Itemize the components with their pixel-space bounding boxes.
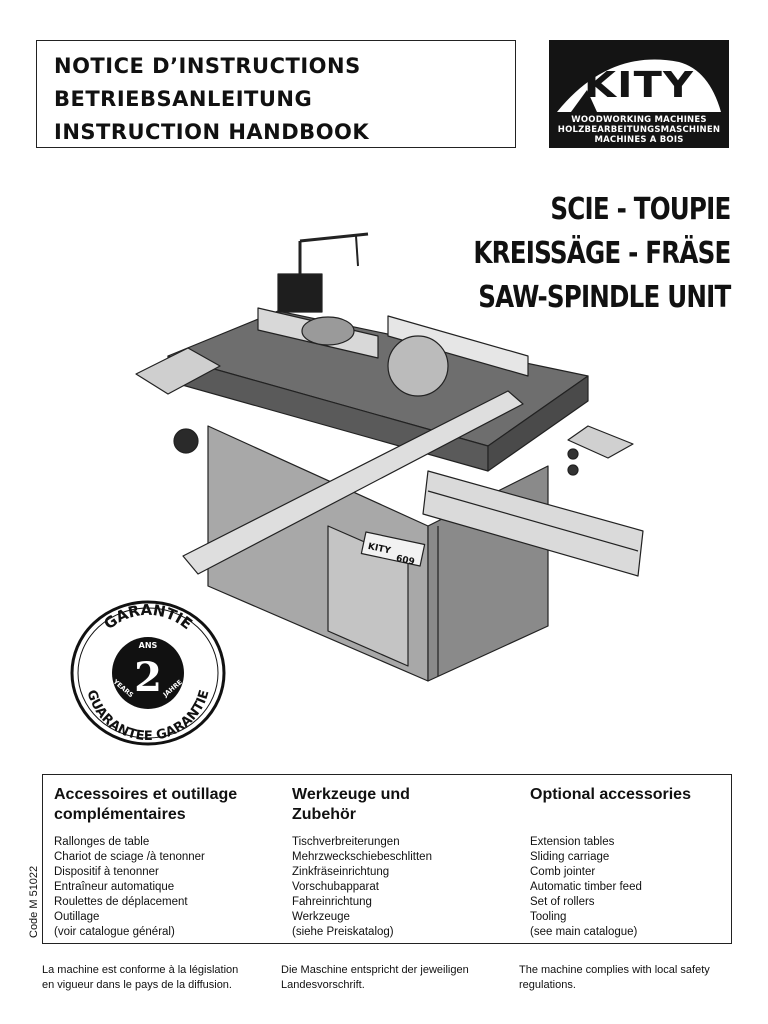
accessories-column-en [530, 785, 755, 940]
footer-note-de-line2: Landesvorschrift. [281, 979, 365, 991]
accessories-heading-en-line1: Optional accessories [530, 786, 691, 803]
accessories-heading-en-line2 [530, 805, 755, 825]
footer-note-fr-line1: La machine est conforme à la législation [42, 964, 239, 976]
title-box [36, 40, 516, 148]
list-item: Werkzeuge [292, 911, 350, 923]
logo-tagline-3: MACHINES A BOIS [594, 135, 684, 145]
accessories-heading-de-line2: Zubehör [292, 806, 356, 823]
footer-note-de-line1: Die Maschine entspricht der jeweiligen [281, 964, 469, 976]
list-item: Outillage [54, 911, 100, 923]
product-name-en: SAW-SPINDLE UNIT [477, 280, 730, 315]
seal-number: 2 [134, 654, 162, 701]
accessories-column-fr [54, 785, 279, 940]
list-item: Tooling [530, 911, 567, 923]
footer-note-en-line2: regulations. [519, 979, 576, 991]
accessories-heading-fr-line1: Accessoires et outillage [54, 786, 238, 803]
accessories-heading-de [292, 785, 517, 825]
seal-top-text: GARANTIE [100, 600, 196, 634]
list-item: Sliding carriage [530, 851, 610, 863]
logo-tagline-1: WOODWORKING MACHINES [571, 115, 707, 125]
list-item: (see main catalogue) [530, 926, 638, 938]
footer-note-de [281, 963, 511, 993]
plate-brand: KITY [366, 541, 392, 557]
title-line-de: BETRIEBSANLEITUNG [54, 87, 313, 111]
title-line-fr: NOTICE D’INSTRUCTIONS [54, 54, 361, 78]
accessories-box [42, 774, 732, 944]
accessories-column-de [292, 785, 517, 940]
list-item: Fahreinrichtung [292, 896, 372, 908]
accessories-heading-fr-line2: complémentaires [54, 806, 186, 823]
list-item: Dispositif à tenonner [54, 866, 159, 878]
footer-note-en [519, 963, 749, 993]
list-item: Set of rollers [530, 896, 595, 908]
list-item: (voir catalogue général) [54, 926, 175, 938]
seal-ans: ANS [138, 641, 158, 650]
list-item: Rallonges de table [54, 836, 150, 848]
accessories-heading-de-line1: Werkzeuge und [292, 786, 410, 803]
list-item: Extension tables [530, 836, 615, 848]
seal-years: YEARS [111, 677, 136, 700]
product-name-fr: SCIE - TOUPIE [549, 192, 730, 227]
list-item: Automatic timber feed [530, 881, 642, 893]
logo-brand: KITY [583, 65, 695, 106]
list-item: Mehrzweckschiebeschlitten [292, 851, 432, 863]
list-item: Chariot de sciage /à tenonner [54, 851, 205, 863]
list-item: Roulettes de déplacement [54, 896, 188, 908]
accessories-heading-en [530, 785, 755, 825]
seal-bottom-text: GUARANTEE GARANTIE [83, 688, 213, 745]
product-name-de: KREISSÄGE - FRÄSE [472, 236, 730, 271]
logo-tagline-2: HOLZBEARBEITUNGSMASCHINEN [557, 125, 721, 135]
seal-jahre: JAHRE [161, 678, 184, 699]
list-item: (siehe Preiskatalog) [292, 926, 394, 938]
document-code: Code M 51022 [28, 865, 40, 938]
plate-model: 609 [394, 553, 416, 568]
footer-note-fr [42, 963, 272, 993]
kity-logo [549, 40, 729, 148]
list-item: Vorschubapparat [292, 881, 379, 893]
list-item: Entraîneur automatique [54, 881, 175, 893]
title-line-en: INSTRUCTION HANDBOOK [54, 120, 370, 144]
accessories-heading-fr [54, 785, 279, 825]
footer-note-fr-line2: en vigueur dans le pays de la diffusion. [42, 979, 232, 991]
list-item: Comb jointer [530, 866, 596, 878]
footer-note-en-line1: The machine complies with local safety [519, 964, 710, 976]
list-item: Zinkfräseinrichtung [292, 866, 390, 878]
guarantee-seal-icon [68, 598, 228, 748]
list-item: Tischverbreiterungen [292, 836, 400, 848]
